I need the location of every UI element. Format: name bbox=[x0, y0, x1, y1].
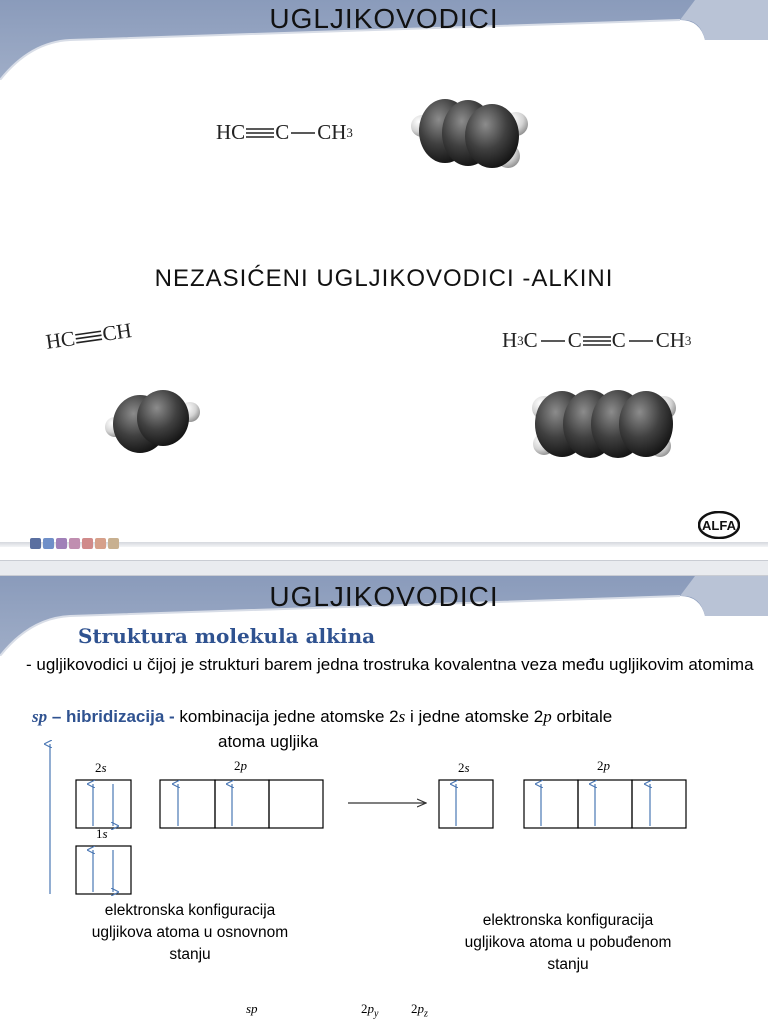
butyne-formula bbox=[502, 328, 691, 353]
footer-dot bbox=[56, 538, 67, 549]
ethyne-right: CH bbox=[100, 318, 134, 346]
slide-title: UGLJIKOVODICI bbox=[269, 3, 499, 34]
label-bottom-2pz: $2p_z$ bbox=[411, 1001, 428, 1020]
propyne-left: HC bbox=[216, 120, 246, 144]
footer-color-dots bbox=[30, 538, 119, 549]
propyne-sub: 3 bbox=[346, 124, 353, 140]
excited-2p-boxes bbox=[524, 780, 686, 828]
hyb-p: p bbox=[543, 707, 552, 726]
footer-dot bbox=[69, 538, 80, 549]
butyne-h: H bbox=[502, 328, 518, 352]
caption-excited-state bbox=[432, 910, 704, 976]
label-ground-2p: 2p bbox=[234, 758, 247, 773]
caption-excited-line1: elektronska konfiguracija bbox=[482, 912, 654, 929]
definition-text: - ugljikovodici u čijoj je strukturi barem jedna trostruka kovalentna veza među ugljikovim atomima bbox=[26, 655, 754, 674]
butyne-left-sub: 3 bbox=[517, 332, 524, 348]
hybridization-label: – hibridizacija bbox=[47, 707, 165, 726]
butyne-model-icon bbox=[528, 386, 680, 462]
caption-excited-line2: ugljikova atoma u pobuđenom bbox=[464, 934, 672, 951]
footer-dot bbox=[43, 538, 54, 549]
caption-ground-line3: stanju bbox=[169, 946, 211, 963]
butyne-left-c: C bbox=[523, 328, 538, 352]
hybridization-line bbox=[32, 706, 762, 727]
label-excited-2s: 2s bbox=[458, 760, 470, 775]
caption-excited-line3: stanju bbox=[547, 956, 589, 973]
footer-dot bbox=[108, 538, 119, 549]
label-ground-1s: 1s bbox=[96, 826, 108, 841]
triple-bond-icon bbox=[582, 334, 612, 348]
single-bond-icon bbox=[626, 334, 656, 348]
hybridization-text: kombinacija jedne atomske 2 bbox=[174, 707, 399, 726]
propyne-right: CH bbox=[317, 120, 347, 144]
butyne-right-sub: 3 bbox=[684, 332, 692, 348]
hyb-s: s bbox=[398, 707, 406, 726]
propyne-model-icon bbox=[410, 92, 535, 174]
butyne-c2: C bbox=[611, 328, 626, 352]
single-bond-icon bbox=[289, 126, 317, 140]
sp-label: sp bbox=[32, 707, 48, 726]
caption-ground-line2: ugljikova atoma u osnovnom bbox=[91, 924, 289, 941]
excited-2s-box bbox=[439, 780, 493, 828]
butyne-c1: C bbox=[567, 328, 582, 352]
ground-2s-box bbox=[76, 780, 131, 828]
ethyne-left: HC bbox=[44, 326, 77, 354]
caption-ground-state bbox=[60, 900, 320, 966]
orbital-diagram bbox=[0, 736, 768, 906]
footer-dot bbox=[82, 538, 93, 549]
label-bottom-2py: $2p_y$ bbox=[361, 1001, 379, 1020]
label-bottom-sp: sp bbox=[246, 1001, 258, 1016]
hybridization-line2: atoma ugljika bbox=[218, 732, 319, 751]
label-ground-2s: 2s bbox=[95, 760, 107, 775]
ground-1s-box bbox=[76, 846, 131, 894]
hybridization-text2: i jedne atomske 2 bbox=[405, 707, 544, 726]
slide-separator bbox=[0, 560, 768, 576]
label-excited-2p: 2p bbox=[597, 758, 610, 773]
ethyne-model-icon bbox=[103, 388, 203, 454]
footer-dot bbox=[95, 538, 106, 549]
slide-2 bbox=[0, 576, 768, 1024]
triple-bond-icon bbox=[245, 126, 275, 140]
hybridization-text3: orbitale bbox=[551, 707, 613, 726]
propyne-mid: C bbox=[275, 120, 290, 144]
single-bond-icon bbox=[538, 334, 568, 348]
alkyne-heading: NEZASIĆENI UGLJIKOVODICI -ALKINI bbox=[154, 265, 614, 292]
propyne-formula bbox=[216, 120, 353, 145]
butyne-right: CH bbox=[655, 328, 685, 352]
section-heading: Struktura molekula alkina bbox=[78, 624, 376, 648]
caption-ground-line1: elektronska konfiguracija bbox=[104, 902, 276, 919]
ethyne-formula bbox=[44, 318, 133, 355]
hybridization-dash: - bbox=[164, 707, 175, 726]
footer-dot bbox=[30, 538, 41, 549]
triple-bond-icon bbox=[74, 328, 104, 346]
alfa-logo-icon bbox=[698, 511, 740, 539]
logo-text: ALFA bbox=[702, 518, 736, 533]
ground-2p-boxes bbox=[160, 780, 323, 828]
slide-title: UGLJIKOVODICI bbox=[269, 581, 499, 612]
